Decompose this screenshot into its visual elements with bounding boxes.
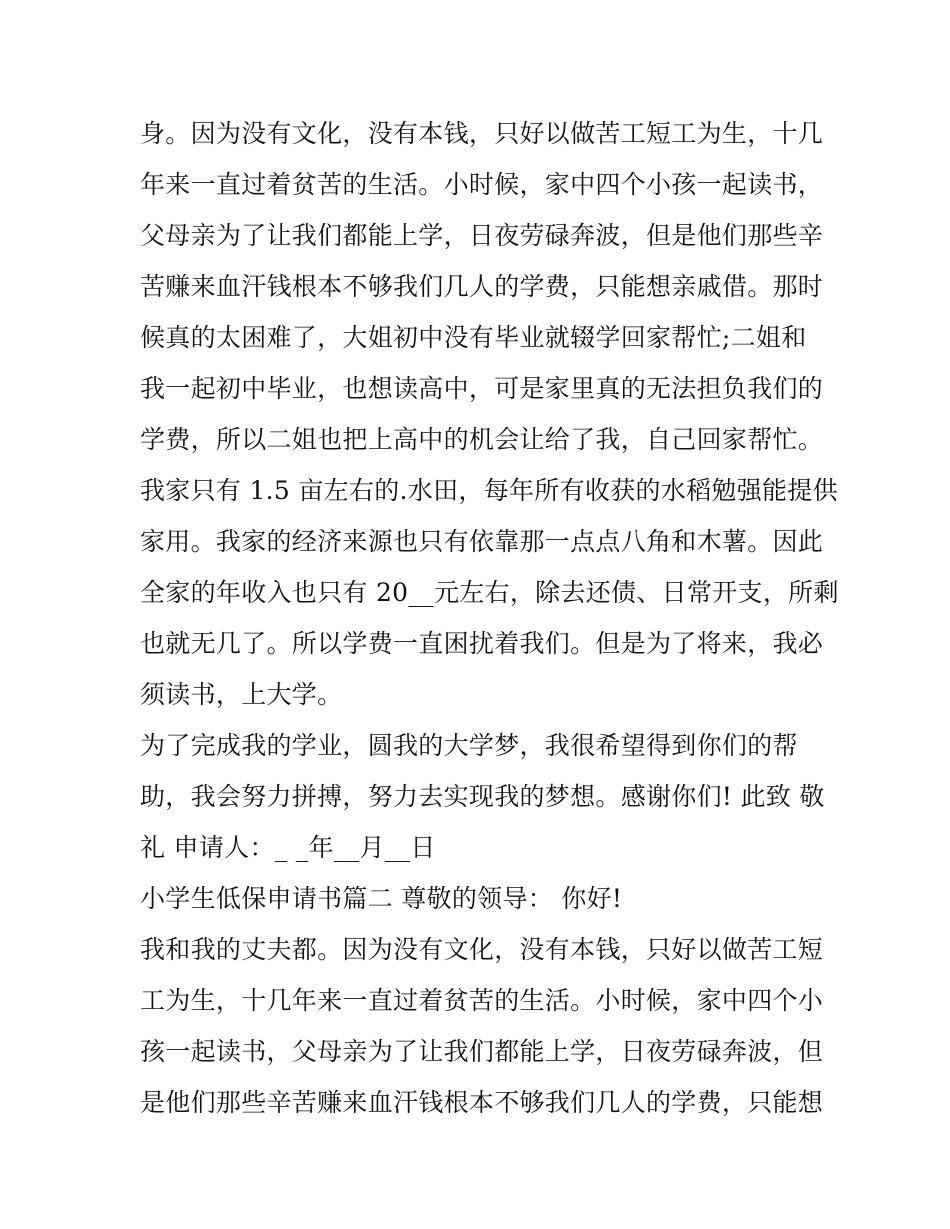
- text-line: 是他们那些辛苦赚来血汗钱根本不够我们几人的学费，只能想: [140, 1088, 824, 1117]
- text-line: 孩一起读书，父母亲为了让我们都能上学，日夜劳碌奔波，但: [140, 1037, 824, 1066]
- text-line: 我一起初中毕业，也想读高中，可是家里真的无法担负我们的: [140, 374, 824, 403]
- text-line: 候真的太困难了，大姐初中没有毕业就辍学回家帮忙;二姐和: [140, 323, 807, 352]
- text-line: 须读书，上大学。: [140, 680, 343, 709]
- text-line: 我和我的丈夫都。因为没有文化，没有本钱，只好以做苦工短: [140, 935, 824, 964]
- text-line: 家用。我家的经济来源也只有依靠那一点点八角和木薯。因此: [140, 527, 824, 556]
- text-line: 为了完成我的学业，圆我的大学梦，我很希望得到你们的帮: [140, 731, 798, 760]
- section-heading: 小学生低保申请书篇二 尊敬的领导： 你好!: [140, 884, 623, 913]
- text-line: 苦赚来血汗钱根本不够我们几人的学费，只能想亲戚借。那时: [140, 272, 824, 301]
- text-line: 助，我会努力拼搏，努力去实现我的梦想。感谢你们! 此致 敬: [140, 782, 825, 811]
- text-line: 也就无几了。所以学费一直困扰着我们。但是为了将来，我必: [140, 629, 824, 658]
- text-line: 礼 申请人：_ _年__月__日: [140, 833, 436, 862]
- text-line: 年来一直过着贫苦的生活。小时候，家中四个小孩一起读书，: [140, 170, 824, 199]
- text-line: 我家只有 1.5 亩左右的.水田，每年所有收获的水稻勉强能提供: [140, 476, 838, 505]
- text-line: 工为生，十几年来一直过着贫苦的生活。小时候，家中四个小: [140, 986, 824, 1015]
- text-line: 全家的年收入也只有 20__元左右，除去还债、日常开支，所剩: [140, 578, 839, 607]
- text-line: 身。因为没有文化，没有本钱，只好以做苦工短工为生，十几: [140, 119, 824, 148]
- document-body: [140, 108, 839, 1128]
- text-line: 学费，所以二姐也把上高中的机会让给了我，自己回家帮忙。: [140, 425, 824, 454]
- text-line: 父母亲为了让我们都能上学，日夜劳碌奔波，但是他们那些辛: [140, 221, 824, 250]
